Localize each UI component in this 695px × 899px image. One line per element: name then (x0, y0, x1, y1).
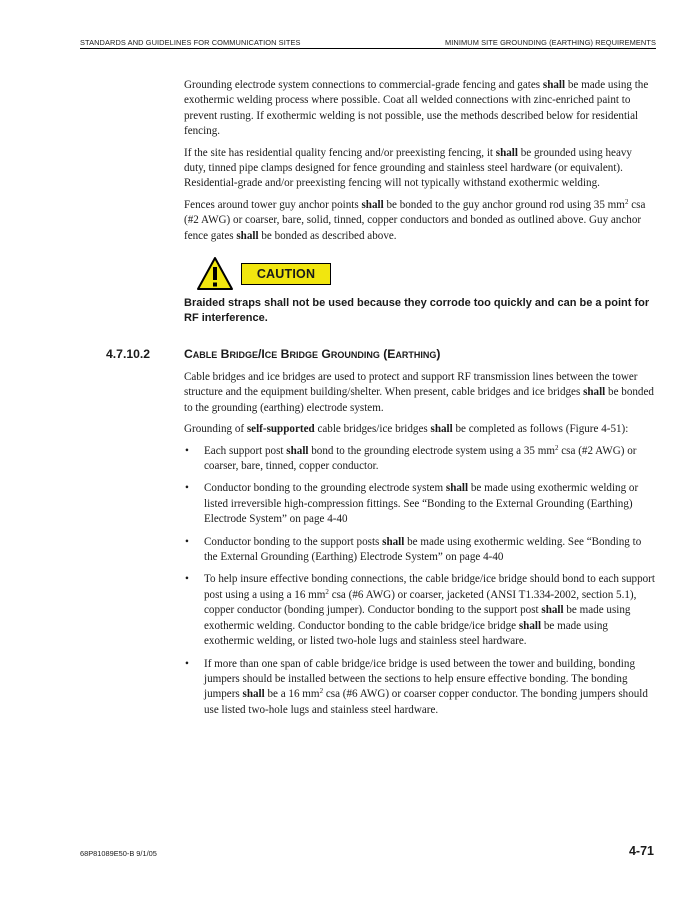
bullet: • (185, 573, 189, 586)
emphasis-text: shall (382, 535, 405, 548)
text-run: If more than one span of cable bridge/ice bridge is used between the tower and building, bonding jumpers should be installed between the sections to help ensure effective bonding. The bonding jumpers (204, 657, 635, 701)
paragraph (184, 198, 656, 244)
list-item (184, 572, 656, 649)
header-left-title: STANDARDS AND GUIDELINES FOR COMMUNICATION SITES (80, 38, 301, 47)
list-item (184, 444, 656, 475)
paragraph (184, 78, 656, 140)
text-run: Grounding of (184, 423, 247, 436)
paragraph (184, 422, 656, 437)
text-run: be made using exothermic welding. See “Bonding to the External Grounding (Earthing) Electrode System” on page 4-40 (204, 535, 642, 564)
list-item-text (204, 445, 636, 472)
warning-triangle-icon (196, 256, 234, 291)
text-run: Conductor bonding to the grounding electrode system (204, 482, 446, 495)
caution-text: Braided straps shall not be used because they corrode too quickly and can be a point for RF interference. (184, 297, 650, 324)
emphasis-text: shall (430, 423, 453, 436)
text-run: Each support post (204, 444, 287, 457)
text-run: be completed as follows (Figure 4-51): (452, 423, 629, 436)
text-run: csa (#2 AWG) or coarser, bare, tinned, copper conductor. (204, 444, 637, 473)
paragraph (184, 146, 656, 192)
bullet: • (185, 444, 189, 457)
text-run: Grounding electrode system connections to commercial-grade fencing and gates (184, 79, 543, 91)
text-run: bond to the grounding electrode system using a 35 mm (308, 444, 555, 457)
section-number: 4.7.10.2 (106, 347, 151, 361)
bullet: • (185, 657, 189, 670)
section-body (184, 370, 656, 725)
text-run: csa (#2 AWG) or coarser, bare, solid, tinned, copper conductors and bonded as outlined above. Guy anchor fence gates (184, 198, 646, 242)
bullet: • (185, 535, 189, 548)
text-run: Cable bridges and ice bridges are used to protect and support RF transmission lines between the tower structure and the equipment building/shelter. When present, cable bridges and ice bridges (184, 371, 638, 399)
superscript: 2 (624, 197, 629, 206)
emphasis-text: self-supported (246, 423, 315, 436)
emphasis-text: shall (445, 482, 469, 495)
emphasis-text: shall (541, 604, 564, 617)
text-run: be made using exothermic welding. Conductor bonding to the cable bridge/ice bridge (204, 604, 631, 632)
list-item-text (204, 536, 641, 563)
text-run: be bonded as described above. (258, 229, 397, 242)
text-run: csa (#6 AWG) or coarser, jacketed (ANSI T1.334-2002, section 5.1), copper conductor (bonding jumper). Conductor bonding to the support post (204, 588, 637, 617)
superscript: 2 (319, 687, 324, 696)
emphasis-text: shall (495, 146, 518, 159)
emphasis-text: shall (518, 619, 542, 632)
emphasis-text: shall (542, 79, 566, 91)
text-run: Conductor bonding to the support posts (204, 535, 383, 548)
list-item (184, 481, 656, 527)
text-run: If the site has residential quality fencing and/or preexisting fencing, it (184, 146, 496, 159)
text-run: To help insure effective bonding connections, the cable bridge/ice bridge should bond to each support post using a using a 16 mm (204, 573, 655, 601)
section-heading (106, 346, 666, 362)
text-run: be made using the exothermic welding process where possible. Coat all welded connections with zinc-enriched paint to prevent rusting. If exothermic welding is not possible, use the methods described below for residential fencing. (184, 79, 649, 138)
superscript: 2 (554, 443, 559, 452)
list-item-text (204, 573, 655, 647)
emphasis-text: shall (236, 229, 259, 242)
list-item-text (204, 658, 648, 716)
list-item (184, 535, 656, 566)
superscript: 2 (325, 587, 329, 596)
emphasis-text: shall (242, 688, 265, 701)
body-text (184, 78, 656, 250)
header-right-title: MINIMUM SITE GROUNDING (EARTHING) REQUIREMENTS (445, 38, 656, 47)
caution-label: CAUTION (241, 263, 331, 285)
document-id: 68P81089E50-B 9/1/05 (80, 849, 157, 858)
text-run: be grounded using heavy duty, tinned pipe clamps designed for fence grounding and stainless steel hardware (or equivalent). Residential-grade and/or preexisting fencing will not typically withstand exothermic welding. (184, 146, 632, 190)
bullet: • (185, 482, 189, 495)
paragraph (184, 370, 656, 416)
text-run: csa (#6 AWG) or coarser copper conductor. The bonding jumpers should use listed two-hole lugs and stainless steel hardware. (204, 688, 648, 716)
page-number: 4-71 (628, 844, 654, 858)
text-run: be made using exothermic welding or listed irreversible high-compression fittings. See “Bonding to the External Grounding (Earthing) Electrode System” on page 4-40 (204, 482, 639, 526)
bullet-list (184, 444, 656, 719)
list-item (184, 657, 656, 719)
page-footer (80, 844, 656, 860)
page-header (80, 38, 656, 49)
text-run: be a 16 mm (264, 688, 320, 701)
list-item-text (204, 482, 638, 525)
text-run: be bonded to the grounding (earthing) electrode system. (184, 386, 654, 414)
emphasis-text: shall (286, 444, 309, 457)
text-run: Fences around tower guy anchor points (184, 198, 362, 211)
text-run: cable bridges/ice bridges (314, 423, 431, 436)
text-run: be made using exothermic welding, or listed two-hole lugs and stainless steel hardware. (204, 619, 608, 648)
emphasis-text: shall (583, 386, 606, 399)
section-title: Cable Bridge/Ice Bridge Grounding (Earthing) (184, 347, 441, 361)
emphasis-text: shall (361, 198, 384, 211)
text-run: be bonded to the guy anchor ground rod using 35 mm (383, 198, 625, 211)
